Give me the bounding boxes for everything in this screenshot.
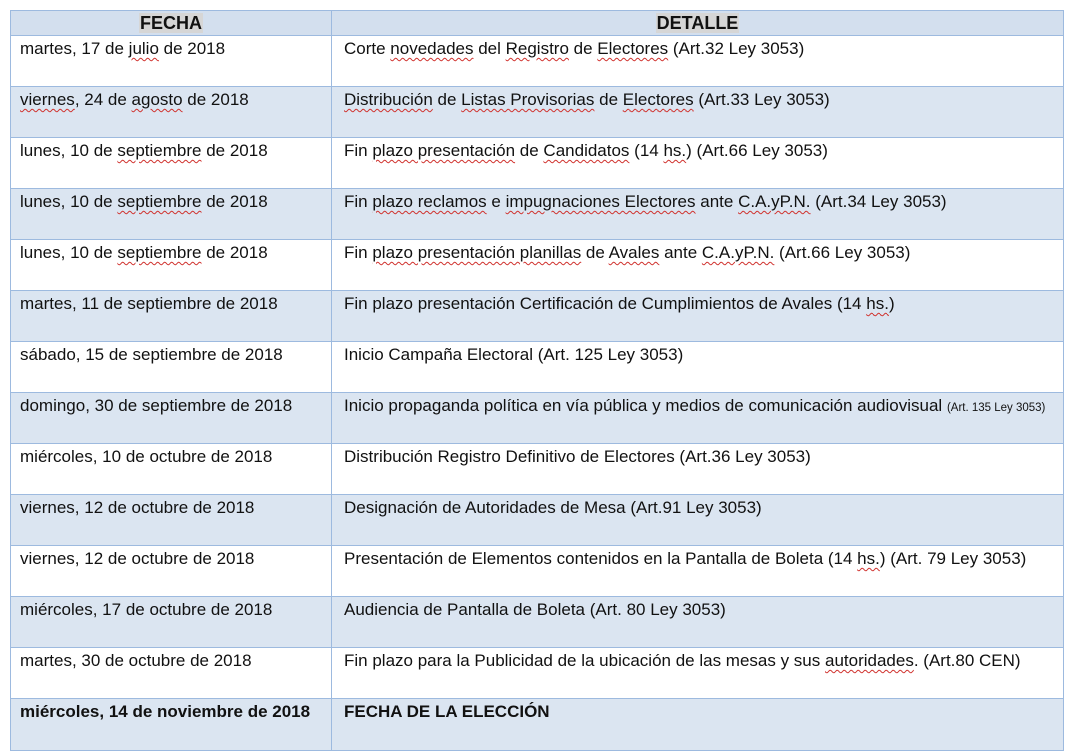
detalle-cell: Fin plazo reclamos e impugnaciones Electores ante C.A.yP.N. (Art.34 Ley 3053) — [332, 189, 1064, 240]
fecha-cell: viernes, 12 de octubre de 2018 — [11, 495, 332, 546]
table-row — [11, 495, 1064, 546]
header-row — [11, 11, 1064, 36]
table-row — [11, 36, 1064, 87]
header-detalle: DETALLE — [332, 11, 1064, 36]
detalle-cell: Inicio propaganda política en vía pública y medios de comunicación audiovisual (Art. 135 Ley 3053) — [332, 393, 1064, 444]
detalle-cell: Audiencia de Pantalla de Boleta (Art. 80 Ley 3053) — [332, 597, 1064, 648]
table-row — [11, 648, 1064, 699]
fecha-cell: viernes, 12 de octubre de 2018 — [11, 546, 332, 597]
table-row — [11, 597, 1064, 648]
detalle-cell: Fin plazo para la Publicidad de la ubicación de las mesas y sus autoridades. (Art.80 CEN) — [332, 648, 1064, 699]
table-row — [11, 393, 1064, 444]
fecha-cell: miércoles, 10 de octubre de 2018 — [11, 444, 332, 495]
election-day-row — [11, 699, 1064, 751]
detalle-cell: Designación de Autoridades de Mesa (Art.91 Ley 3053) — [332, 495, 1064, 546]
fecha-cell: martes, 30 de octubre de 2018 — [11, 648, 332, 699]
fecha-cell: domingo, 30 de septiembre de 2018 — [11, 393, 332, 444]
fecha-cell: lunes, 10 de septiembre de 2018 — [11, 240, 332, 291]
detalle-cell: Corte novedades del Registro de Electores (Art.32 Ley 3053) — [332, 36, 1064, 87]
detalle-cell: Fin plazo presentación Certificación de Cumplimientos de Avales (14 hs.) — [332, 291, 1064, 342]
detalle-cell: FECHA DE LA ELECCIÓN — [332, 699, 1064, 751]
detalle-cell: Presentación de Elementos contenidos en la Pantalla de Boleta (14 hs.) (Art. 79 Ley 3053) — [332, 546, 1064, 597]
table-row — [11, 189, 1064, 240]
detalle-cell: Distribución de Listas Provisorias de Electores (Art.33 Ley 3053) — [332, 87, 1064, 138]
table-row — [11, 240, 1064, 291]
table-row — [11, 138, 1064, 189]
table-row — [11, 444, 1064, 495]
detalle-cell: Fin plazo presentación planillas de Avales ante C.A.yP.N. (Art.66 Ley 3053) — [332, 240, 1064, 291]
table-row — [11, 342, 1064, 393]
fecha-cell: lunes, 10 de septiembre de 2018 — [11, 189, 332, 240]
table-row — [11, 87, 1064, 138]
table-row — [11, 546, 1064, 597]
fecha-cell: martes, 11 de septiembre de 2018 — [11, 291, 332, 342]
fecha-cell: miércoles, 14 de noviembre de 2018 — [11, 699, 332, 751]
fecha-cell: lunes, 10 de septiembre de 2018 — [11, 138, 332, 189]
detalle-cell: Fin plazo presentación de Candidatos (14 hs.) (Art.66 Ley 3053) — [332, 138, 1064, 189]
fecha-cell: martes, 17 de julio de 2018 — [11, 36, 332, 87]
fecha-cell: sábado, 15 de septiembre de 2018 — [11, 342, 332, 393]
detalle-cell: Inicio Campaña Electoral (Art. 125 Ley 3053) — [332, 342, 1064, 393]
fecha-cell: viernes, 24 de agosto de 2018 — [11, 87, 332, 138]
header-fecha: FECHA — [11, 11, 332, 36]
fecha-cell: miércoles, 17 de octubre de 2018 — [11, 597, 332, 648]
table-row — [11, 291, 1064, 342]
electoral-calendar-table — [10, 10, 1064, 751]
detalle-cell: Distribución Registro Definitivo de Electores (Art.36 Ley 3053) — [332, 444, 1064, 495]
